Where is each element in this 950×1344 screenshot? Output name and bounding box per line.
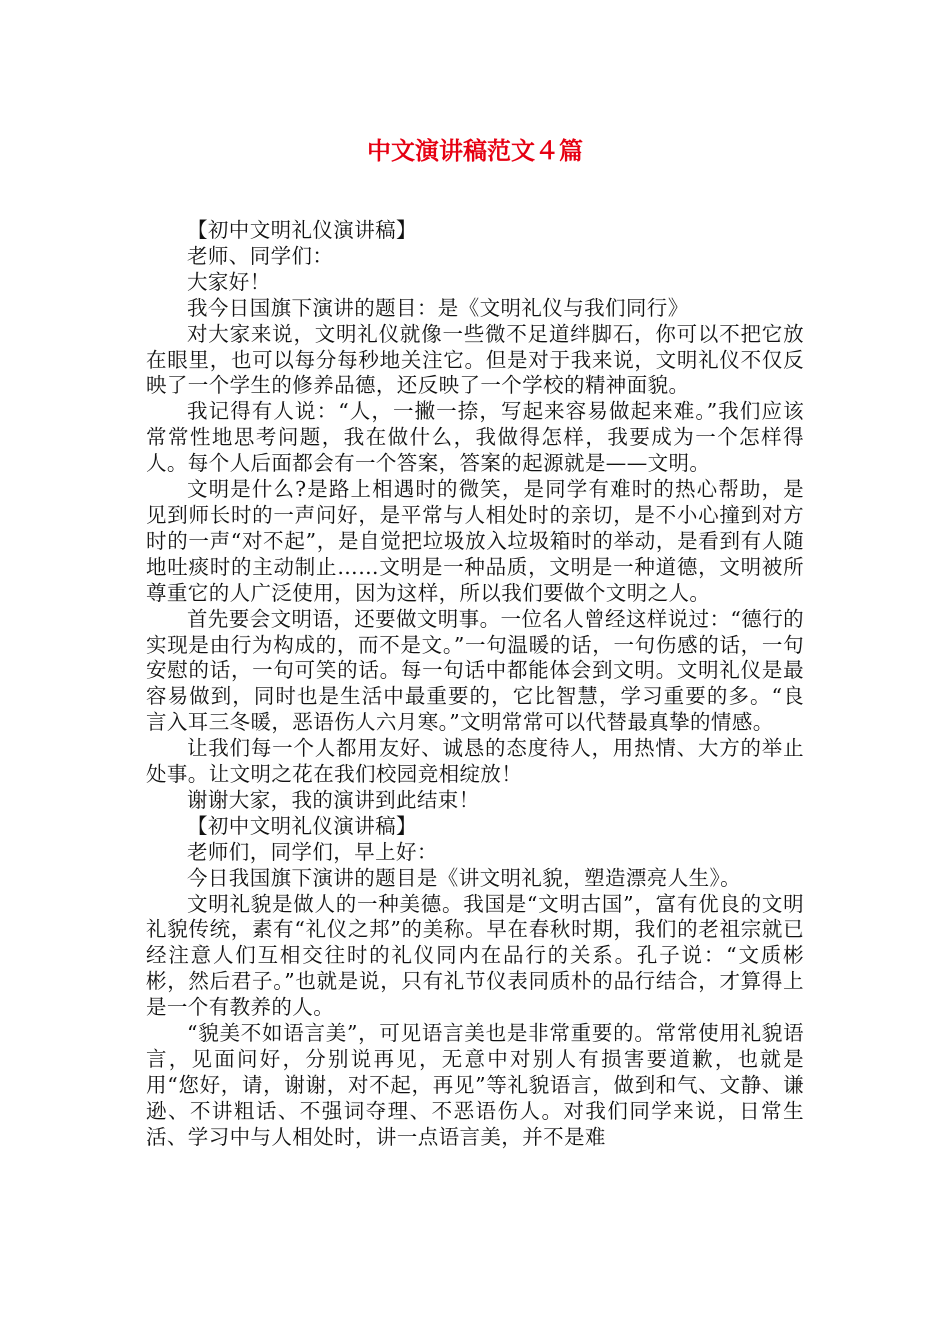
paragraph: 对大家来说，文明礼仪就像一些微不足道绊脚石，你可以不把它放在眼里，也可以每分每秒地关注它。但是对于我来说，文明礼仪不仅反映了一个学生的修养品德，还反映了一个学校的精神面貌。	[146, 321, 804, 398]
paragraph: 【初中文明礼仪演讲稿】	[187, 813, 417, 838]
paragraph: 首先要会文明语，还要做文明事。一位名人曾经这样说过：“德行的实现是由行为构成的，而不是文。”一句温暖的话，一句伤感的话，一句安慰的话，一句可笑的话。每一句话中都能体会到文明。文明礼仪是最容易做到，同时也是生活中最重要的，它比智慧，学习重要的多。“良言入耳三冬暖，恶语伤人六月寒。”文明常常可以代替最真挚的情感。	[146, 606, 804, 735]
paragraph: 文明是什么?是路上相遇时的微笑，是同学有难时的热心帮助，是见到师长时的一声问好，是平常与人相处时的亲切，是不小心撞到对方时的一声“对不起”，是自觉把垃圾放入垃圾箱时的举动，是看到有人随地吐痰时的主动制止……文明是一种品质，文明是一种道德，文明被所尊重它的人广泛使用，因为这样，所以我们要做个文明之人。	[146, 477, 804, 605]
paragraph: 老师们，同学们，早上好：	[187, 839, 438, 864]
paragraph: 老师、同学们：	[187, 243, 334, 268]
paragraph: “貌美不如语言美”，可见语言美也是非常重要的。常常使用礼貌语言，见面问好，分别说再见，无意中对别人有损害要道歉，也就是用“您好，请，谢谢，对不起，再见”等礼貌语言，做到和气、文静、谦逊、不讲粗话、不强词夺理、不恶语伤人。对我们同学来说，日常生活、学习中与人相处时，讲一点语言美，并不是难	[146, 1021, 804, 1149]
paragraph: 谢谢大家，我的演讲到此结束！	[187, 787, 480, 812]
paragraph: 【初中文明礼仪演讲稿】	[187, 218, 417, 242]
paragraph: 今日我国旗下演讲的题目是《讲文明礼貌，塑造漂亮人生》。	[187, 865, 742, 890]
speech-body	[146, 218, 804, 1151]
paragraph: 文明礼貌是做人的一种美德。我国是“文明古国”，富有优良的文明礼貌传统，素有“礼仪之邦”的美称。早在春秋时期，我们的老祖宗就已经注意人们互相交往时的礼仪同内在品行的关系。孔子说：“文质彬彬，然后君子。”也就是说，只有礼节仪表同质朴的品行结合，才算得上是一个有教养的人。	[146, 891, 804, 1020]
paragraph: 我记得有人说：“人，一撇一捺，写起来容易做起来难。”我们应该常常性地思考问题，我在做什么，我做得怎样，我要成为一个怎样得人。每个人后面都会有一个答案，答案的起源就是——文明。	[146, 399, 804, 476]
document-title: 中文演讲稿范文４篇	[367, 137, 583, 165]
paragraph: 让我们每一个人都用友好、诚恳的态度待人，用热情、大方的举止处事。让文明之花在我们校园竞相绽放！	[146, 736, 804, 787]
paragraph: 我今日国旗下演讲的题目：是《文明礼仪与我们同行》	[187, 295, 689, 320]
paragraph: 大家好！	[187, 269, 271, 294]
